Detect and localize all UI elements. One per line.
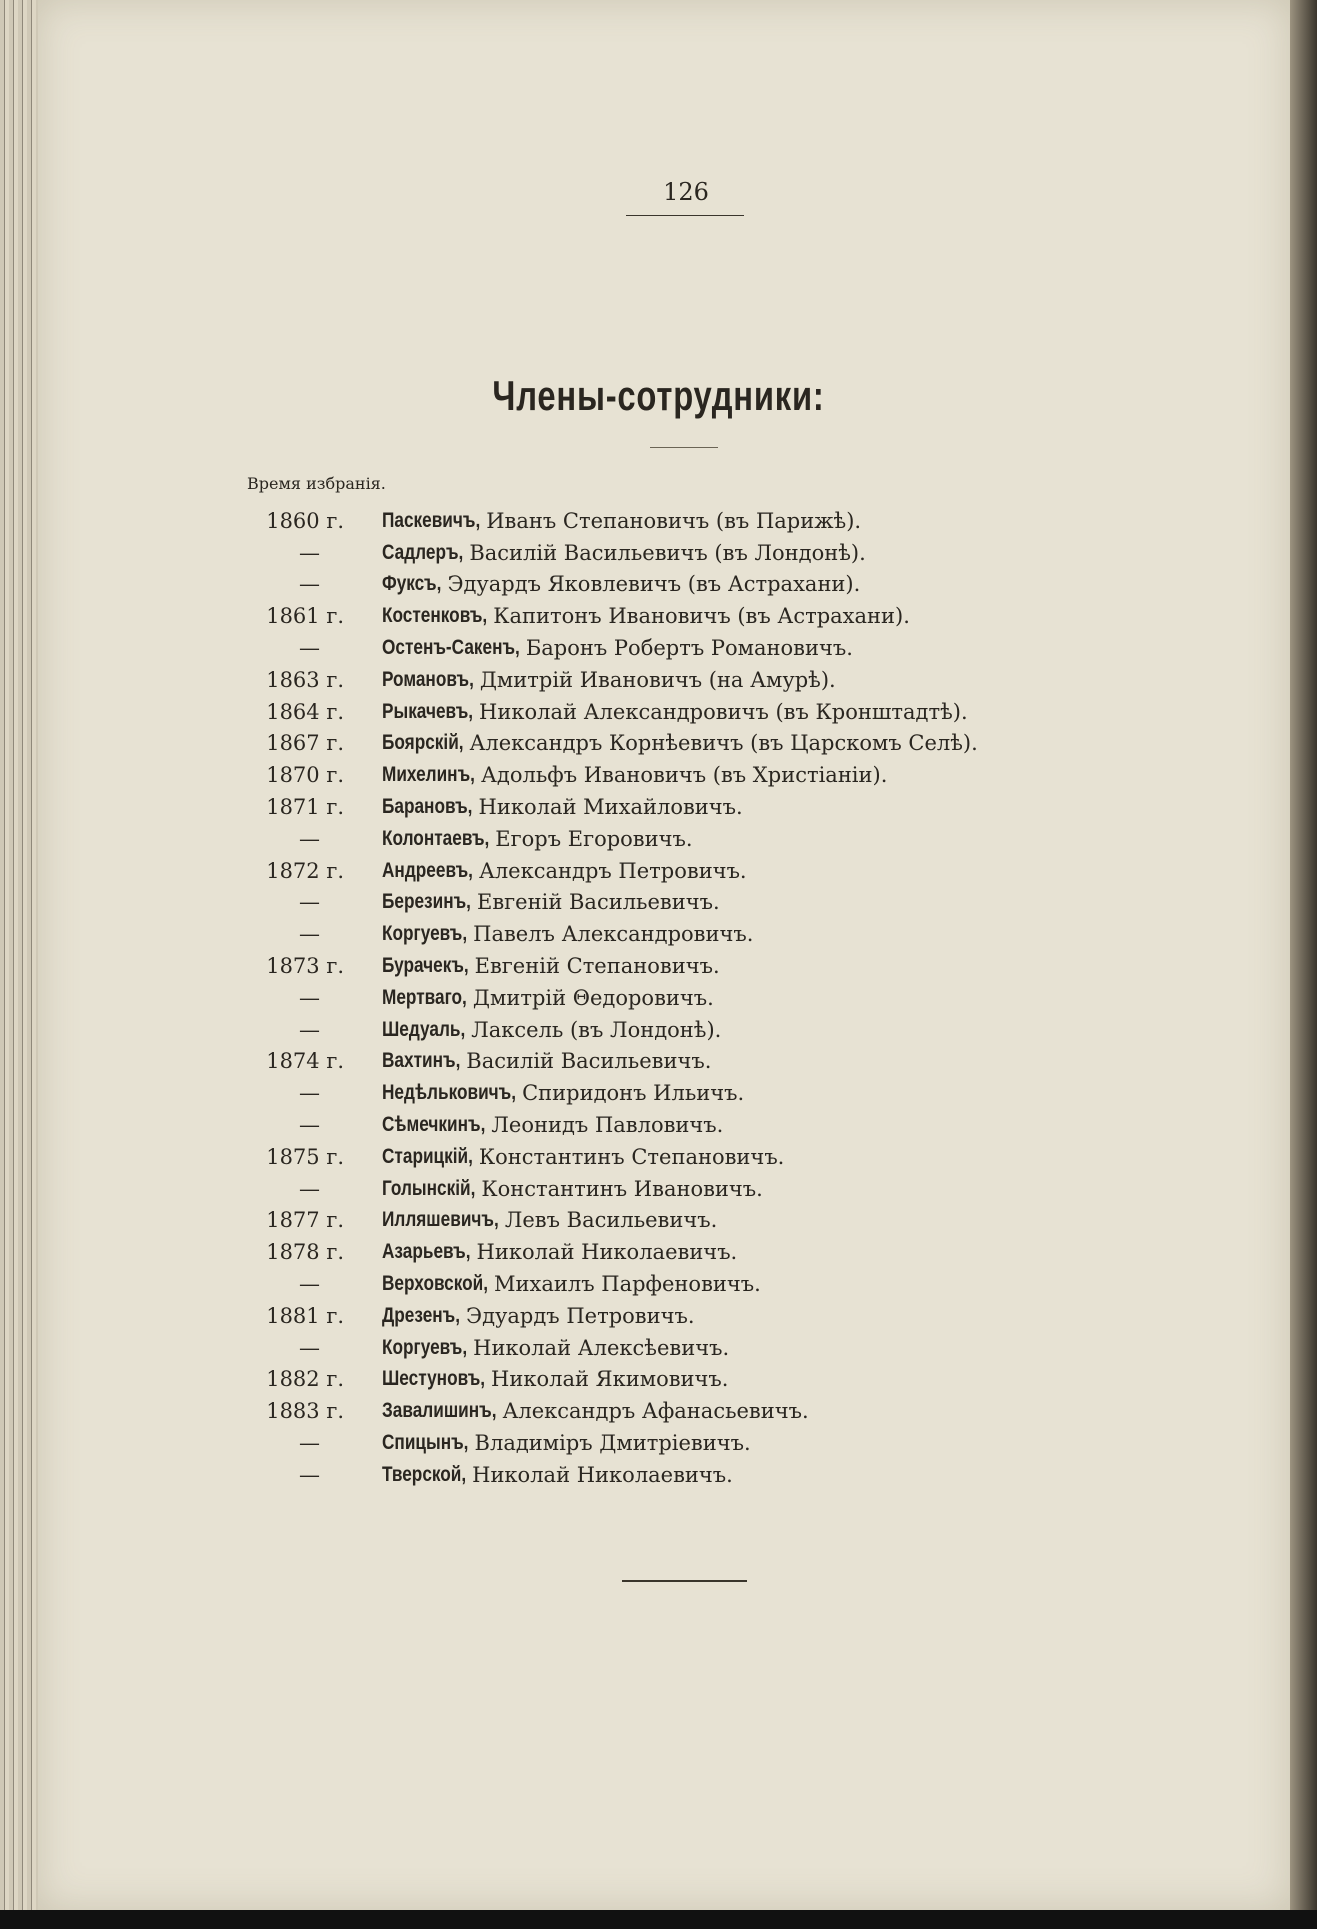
election-year: — xyxy=(299,572,320,597)
member-name-details: Баронъ Робертъ Романовичъ. xyxy=(525,636,853,661)
election-year: 1861 г. xyxy=(266,604,344,629)
member-surname: Фуксъ, xyxy=(382,572,442,596)
member-surname: Вахтинъ, xyxy=(382,1049,461,1073)
member-name-details: Николай Алексѣевичъ. xyxy=(473,1335,730,1360)
member-surname: Андреевъ, xyxy=(382,858,473,882)
member-name-details: Эдуардъ Яковлевичъ (въ Астрахани). xyxy=(447,572,861,597)
member-name-details: Адольфъ Ивановичъ (въ Христіаніи). xyxy=(481,763,888,788)
election-year: — xyxy=(299,1081,320,1106)
list-item xyxy=(240,1459,978,1491)
list-item xyxy=(240,791,978,823)
member-surname: Боярскій, xyxy=(382,731,464,755)
member-name-details: Василій Васильевичъ (въ Лондонѣ). xyxy=(469,540,866,565)
election-year: 1863 г. xyxy=(266,667,344,692)
member-name-details: Капитонъ Ивановичъ (въ Астрахани). xyxy=(493,604,910,629)
election-year: 1883 г. xyxy=(266,1399,344,1424)
member-name-details: Иванъ Степановичъ (въ Парижѣ). xyxy=(486,508,862,533)
election-year: 1874 г. xyxy=(266,1049,344,1074)
member-surname: Верховской, xyxy=(382,1272,488,1296)
list-item xyxy=(240,823,978,855)
list-item xyxy=(240,1046,978,1078)
member-list xyxy=(240,505,978,1491)
member-surname: Коргуевъ, xyxy=(382,922,468,946)
member-surname: Костенковъ, xyxy=(382,604,488,628)
list-item xyxy=(240,950,978,982)
member-surname: Завалишинъ, xyxy=(382,1399,497,1423)
list-item xyxy=(240,1141,978,1173)
member-surname: Шедуаль, xyxy=(382,1017,466,1041)
election-year: 1873 г. xyxy=(266,954,344,979)
list-item xyxy=(240,1014,978,1046)
list-item xyxy=(240,600,978,632)
election-year: 1860 г. xyxy=(266,508,344,533)
list-item xyxy=(240,569,978,601)
election-year: 1867 г. xyxy=(266,731,344,756)
list-item xyxy=(240,1268,978,1300)
list-item xyxy=(240,759,978,791)
member-name-details: Евгеній Степановичъ. xyxy=(474,954,720,979)
list-item xyxy=(240,1300,978,1332)
end-rule xyxy=(622,1580,747,1582)
list-item xyxy=(240,1236,978,1268)
member-surname: Сѣмечкинъ, xyxy=(382,1113,486,1137)
member-surname: Дрезенъ, xyxy=(382,1303,461,1327)
member-name-details: Михаилъ Парфеновичъ. xyxy=(494,1272,761,1297)
member-name-details: Леонидъ Павловичъ. xyxy=(491,1113,724,1138)
election-year: 1875 г. xyxy=(266,1144,344,1169)
member-name-details: Александръ Корнѣевичъ (въ Царскомъ Селѣ). xyxy=(469,731,978,756)
member-name-details: Константинъ Степановичъ. xyxy=(478,1144,785,1169)
list-item xyxy=(240,1077,978,1109)
member-name-details: Спиридонъ Ильичъ. xyxy=(522,1081,745,1106)
election-year: 1878 г. xyxy=(266,1240,344,1265)
member-surname: Коргуевъ, xyxy=(382,1335,468,1359)
election-year: 1870 г. xyxy=(266,763,344,788)
member-surname: Садлеръ, xyxy=(382,540,464,564)
member-name-details: Левъ Васильевичъ. xyxy=(504,1208,718,1233)
member-name-details: Евгеній Васильевичъ. xyxy=(477,890,720,915)
election-year: 1864 г. xyxy=(266,699,344,724)
member-surname: Шестуновъ, xyxy=(382,1367,486,1391)
list-item xyxy=(240,918,978,950)
election-year: — xyxy=(299,1272,320,1297)
election-year: — xyxy=(299,985,320,1010)
member-surname: Остенъ-Сакенъ, xyxy=(382,636,520,660)
stacked-page-edges xyxy=(0,0,40,1929)
election-year: — xyxy=(299,636,320,661)
election-year: — xyxy=(299,826,320,851)
election-year: 1881 г. xyxy=(266,1303,344,1328)
member-name-details: Дмитрій Ивановичъ (на Амурѣ). xyxy=(479,667,836,692)
member-surname: Мертваго, xyxy=(382,985,467,1009)
member-name-details: Эдуардъ Петровичъ. xyxy=(466,1303,695,1328)
list-item xyxy=(240,982,978,1014)
election-year: 1872 г. xyxy=(266,858,344,883)
member-name-details: Николай Николаевичъ. xyxy=(472,1462,733,1487)
member-surname: Михелинъ, xyxy=(382,763,475,787)
list-item xyxy=(240,696,978,728)
column-header: Время избранія. xyxy=(247,474,386,493)
election-year: — xyxy=(299,1462,320,1487)
member-name-details: Александръ Петровичъ. xyxy=(478,858,747,883)
page-title: Члены-сотрудники: xyxy=(492,372,825,419)
title-rule xyxy=(650,447,718,448)
list-item xyxy=(240,728,978,760)
member-surname: Березинъ, xyxy=(382,890,471,914)
member-name-details: Николай Александровичъ (въ Кронштадтѣ). xyxy=(479,699,968,724)
list-item xyxy=(240,1364,978,1396)
list-item xyxy=(240,1395,978,1427)
election-year: 1882 г. xyxy=(266,1367,344,1392)
list-item xyxy=(240,855,978,887)
page-number: 126 xyxy=(663,178,709,206)
member-name-details: Егоръ Егоровичъ. xyxy=(495,826,693,851)
election-year: 1877 г. xyxy=(266,1208,344,1233)
member-surname: Романовъ, xyxy=(382,667,474,691)
list-item xyxy=(240,537,978,569)
election-year: 1871 г. xyxy=(266,795,344,820)
member-surname: Барановъ, xyxy=(382,795,473,819)
member-name-details: Дмитрій Θедоровичъ. xyxy=(472,985,714,1010)
list-item xyxy=(240,632,978,664)
election-year: — xyxy=(299,540,320,565)
scan-border xyxy=(0,1910,1317,1929)
binding-edge xyxy=(1290,0,1317,1929)
member-surname: Старицкій, xyxy=(382,1144,473,1168)
election-year: — xyxy=(299,1017,320,1042)
member-name-details: Лаксель (въ Лондонѣ). xyxy=(471,1017,722,1042)
list-item xyxy=(240,1205,978,1237)
member-surname: Илляшевичъ, xyxy=(382,1208,499,1232)
member-name-details: Владиміръ Дмитріевичъ. xyxy=(474,1431,751,1455)
member-surname: Паскевичъ, xyxy=(382,508,481,532)
member-name-details: Константинъ Ивановичъ. xyxy=(481,1176,763,1201)
member-name-details: Василій Васильевичъ. xyxy=(466,1049,712,1074)
list-item xyxy=(240,1109,978,1141)
list-item xyxy=(240,1427,978,1459)
list-item xyxy=(240,887,978,919)
page-number-rule xyxy=(626,215,744,216)
election-year: — xyxy=(299,1176,320,1201)
member-surname: Тверской, xyxy=(382,1462,467,1486)
member-name-details: Павелъ Александровичъ. xyxy=(473,922,754,947)
list-item xyxy=(240,1173,978,1205)
list-item xyxy=(240,664,978,696)
member-surname: Рыкачевъ, xyxy=(382,699,474,723)
election-year: — xyxy=(299,1335,320,1360)
member-surname: Колонтаевъ, xyxy=(382,826,490,850)
election-year: — xyxy=(299,922,320,947)
member-surname: Бурачекъ, xyxy=(382,954,469,978)
member-name-details: Николай Якимовичъ. xyxy=(491,1367,729,1392)
member-surname: Недѣльковичъ, xyxy=(382,1081,516,1105)
member-name-details: Николай Михайловичъ. xyxy=(478,795,743,820)
member-surname: Спицынъ, xyxy=(382,1431,469,1454)
list-item xyxy=(240,505,978,537)
member-surname: Голынскій, xyxy=(382,1176,476,1200)
election-year: — xyxy=(299,1431,320,1455)
list-item xyxy=(240,1332,978,1364)
election-year: — xyxy=(299,1113,320,1138)
member-surname: Азарьевъ, xyxy=(382,1240,471,1264)
election-year: — xyxy=(299,890,320,915)
member-name-details: Александръ Афанасьевичъ. xyxy=(502,1399,809,1424)
member-name-details: Николай Николаевичъ. xyxy=(476,1240,738,1265)
